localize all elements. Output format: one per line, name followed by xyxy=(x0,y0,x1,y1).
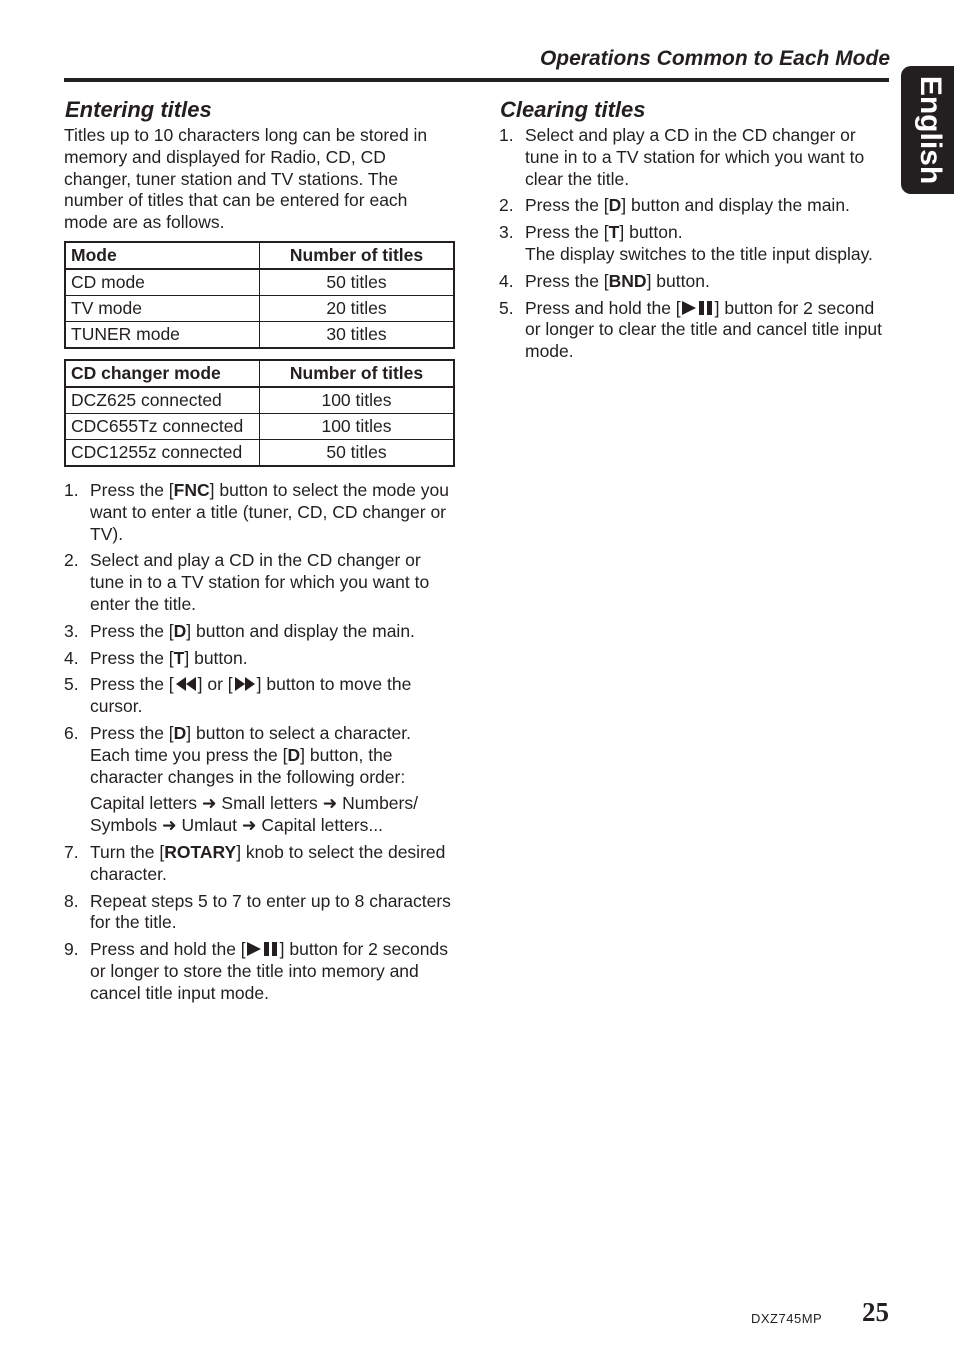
play-pause-icon xyxy=(681,300,715,316)
d-button-label: D xyxy=(173,620,187,641)
d-button-label: D xyxy=(173,722,187,743)
model-number: DXZ745MP xyxy=(751,1311,823,1326)
entering-intro: Titles up to 10 characters long can be stored in memory and displayed for Radio, CD, CD changer, tuner station and TV stations. The number of titles that can be entered for each mode are as follows. xyxy=(64,125,428,233)
list-item: 8. Repeat steps 5 to 7 to enter up to 8 characters for the title. xyxy=(64,890,451,933)
section-header-title: Operations Common to Each Mode xyxy=(539,47,890,70)
fnc-button-label: FNC xyxy=(173,480,210,500)
list-item: 4. Press the [BND] button. xyxy=(499,270,710,291)
list-item: 9. Press and hold the [ ] button for 2 seconds or longer to store the title into memory and cancel title input mode. xyxy=(64,939,448,1003)
arrow-right-icon: ➜ xyxy=(322,793,338,814)
list-item: 5. Press and hold the [ ] button for 2 second or longer to clear the title and cancel title input mode. xyxy=(499,297,883,362)
table-cell: 20 titles xyxy=(260,296,455,322)
list-item: 1. Select and play a CD in the CD changer or tune in to a TV station for which you want to clear the title. xyxy=(499,125,865,189)
d-button-label: D xyxy=(287,744,301,765)
clearing-titles-heading: Clearing titles xyxy=(500,97,646,122)
table-header: Number of titles xyxy=(260,242,455,269)
list-item: 7. Turn the [ROTARY] knob to select the desired character. xyxy=(64,841,446,884)
bnd-button-label: BND xyxy=(608,270,647,291)
table-cell: 100 titles xyxy=(260,414,455,440)
table-cell: 100 titles xyxy=(260,387,455,414)
list-item: 2. Press the [D] button and display the main. xyxy=(499,195,850,216)
table-cell: 50 titles xyxy=(260,440,455,467)
character-order-sequence: Capital letters ➜ Small letters ➜ Numbers/ Symbols ➜ Umlaut ➜ Capital letters... xyxy=(90,793,418,836)
mode-titles-table xyxy=(64,241,455,349)
fast-forward-icon xyxy=(233,676,257,692)
table-cell: TV mode xyxy=(65,296,260,322)
list-item: 3. Press the [D] button and display the main. xyxy=(64,620,415,641)
table-cell: CD mode xyxy=(65,269,260,296)
entering-steps-list xyxy=(64,480,454,1010)
table-row xyxy=(65,322,454,349)
table-cell: TUNER mode xyxy=(65,322,260,349)
t-button-label: T xyxy=(608,222,620,243)
language-tab-label: English xyxy=(914,75,947,185)
list-item: 4. Press the [T] button. xyxy=(64,647,248,668)
table-row xyxy=(65,414,454,440)
table-row xyxy=(65,440,454,467)
d-button-label: D xyxy=(608,195,622,216)
t-button-label: T xyxy=(173,647,185,668)
clearing-steps-list xyxy=(499,125,891,368)
table-cell: 30 titles xyxy=(260,322,455,349)
table-header: Mode xyxy=(65,242,260,269)
table-cell: CDC655Tz connected xyxy=(65,414,260,440)
table-header: CD changer mode xyxy=(65,360,260,387)
table-cell: CDC1255z connected xyxy=(65,440,260,467)
arrow-right-icon: ➜ xyxy=(201,793,217,814)
table-cell: DCZ625 connected xyxy=(65,387,260,414)
entering-titles-heading: Entering titles xyxy=(65,97,212,122)
list-item: 3. Press the [T] button. The display switches to the title input display. xyxy=(499,222,873,264)
table-row xyxy=(65,296,454,322)
list-item: 1. Press the [FNC] button to select the mode you want to enter a title (tuner, CD, CD changer or TV). xyxy=(64,480,449,544)
table-cell: 50 titles xyxy=(260,269,455,296)
rotary-knob-label: ROTARY xyxy=(164,841,237,862)
arrow-right-icon: ➜ xyxy=(161,815,177,836)
list-item: 5. Press the [ ] or [ ] button to move the cursor. xyxy=(64,674,412,717)
arrow-right-icon: ➜ xyxy=(241,815,257,836)
table-row xyxy=(65,387,454,414)
table-header: Number of titles xyxy=(260,360,455,387)
cd-changer-titles-table xyxy=(64,359,455,467)
rewind-icon xyxy=(174,676,198,692)
header-rule xyxy=(64,78,889,82)
list-item: 2. Select and play a CD in the CD changer or tune in to a TV station for which you want to enter the title. xyxy=(64,550,430,614)
page-number: 25 xyxy=(862,1297,889,1327)
list-item: 6. Press the [D] button to select a character. Each time you press the [D] button, the character changes in the following order: Capital letters ➜ Small letters ➜ Numbers/ Symbols ➜ Umlaut ➜ Capital letters... xyxy=(64,723,454,837)
table-row xyxy=(65,269,454,296)
play-pause-icon xyxy=(246,941,280,957)
